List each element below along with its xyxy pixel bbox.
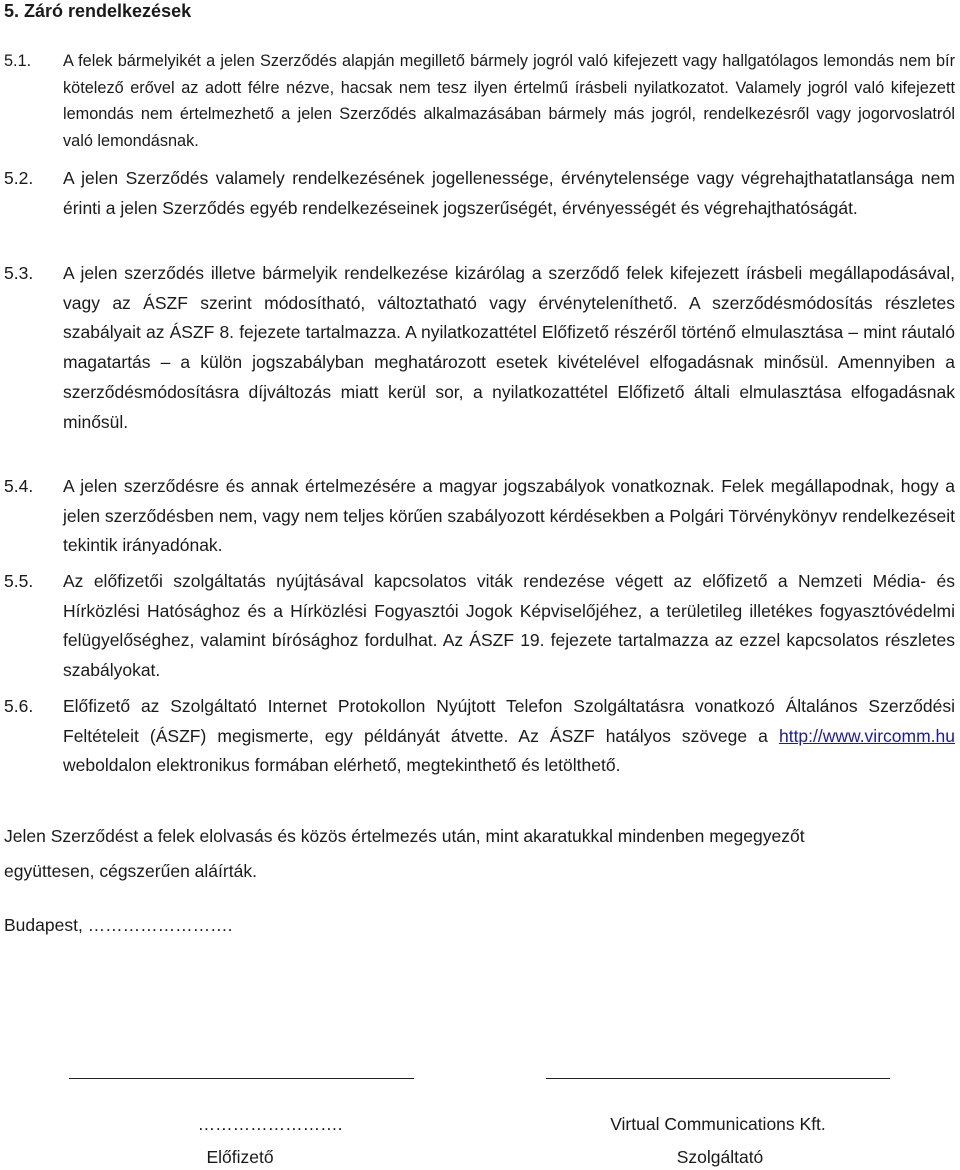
section-heading: 5. Záró rendelkezések bbox=[4, 1, 192, 21]
clause-5-3 bbox=[4, 259, 955, 437]
closing-statement: Jelen Szerződést a felek elolvasás és közös értelmezés után, mint akaratukkal mindenben megegyezőt együttesen, cégszerűen aláírták. bbox=[4, 826, 805, 881]
provider-name: Virtual Communications Kft. bbox=[610, 1114, 826, 1134]
clause-text: A jelen Szerződés valamely rendelkezésének jogellenessége, érvénytelensége vagy végrehajthatatlansága nem érinti a jelen Szerződés egyéb rendelkezéseinek jogszerűségét, érvényességét és végrehajthatóságát. bbox=[63, 168, 955, 218]
clause-text: A jelen szerződés illetve bármelyik rendelkezése kizárólag a szerződő felek kifejezett írásbeli megállapodásával, vagy az ÁSZF szerint módosítható, változtatható vagy érvényteleníthető. A szerződésmódosítás részletes szabályait az ÁSZF 8. fejezete tartalmazza. A nyilatkozattétel Előfizető részéről történő elmulasztása – mint ráutaló magatartás – a külön jogszabályban meghatározott esetek kivételével elfogadásnak minősül. Amennyiben a szerződésmódosításra díjváltozás miatt kerül sor, a nyilatkozattétel Előfizető általi elmulasztása elfogadásnak minősül. bbox=[63, 263, 955, 432]
clause-text: A felek bármelyikét a jelen Szerződés alapján megillető bármely jogról való kifejezett vagy hallgatólagos lemondás nem bír kötelező erővel az adott félre nézve, hacsak nem tesz ilyen értelmű írásbeli nyilatkozatot. Valamely jogról való kifejezett lemondás nem értelmezhető a jelen Szerződés alkalmazásában bármely más jogról, rendelkezésről vagy jogorvoslatról való lemondásnak. bbox=[63, 52, 955, 150]
clause-text bbox=[63, 692, 955, 781]
clause-5-1 bbox=[4, 48, 955, 154]
clause-number: 5.5. bbox=[4, 571, 34, 591]
clause-number: 5.3. bbox=[4, 263, 34, 283]
clause-text: A jelen szerződésre és annak értelmezésére a magyar jogszabályok vonatkoznak. Felek megállapodnak, hogy a jelen szerződésben nem, vagy nem teljes körűen szabályozott kérdésekben a Polgári Törvénykönyv rendelkezéseit tekintik irányadónak. bbox=[63, 476, 955, 556]
clause-text: Az előfizetői szolgáltatás nyújtásával kapcsolatos viták rendezése végett az előfizető a Nemzeti Média- és Hírközlési Hatósághoz és a Hírközlési Fogyasztói Jogok Képviselőjéhez, a területileg illetékes fogyasztóvédelmi felügyelőséghez, valamint bírósághoz fordulhat. Az ÁSZF 19. fejezete tartalmazza az ezzel kapcsolatos részletes szabályokat. bbox=[63, 571, 955, 681]
clause-5-4 bbox=[4, 472, 955, 561]
clause-text-before-link: Előfizető az Szolgáltató Internet Protokollon Nyújtott Telefon Szolgáltatásra vonatkozó Általános Szerződési Feltételeit (ÁSZF) megismerte, egy példányát átvette. Az ÁSZF hatályos szövege a bbox=[63, 696, 955, 746]
subscriber-signature-line bbox=[69, 1078, 414, 1079]
subscriber-name: ……………………. bbox=[197, 1114, 343, 1134]
clause-number: 5.2. bbox=[4, 168, 34, 188]
place-and-date: Budapest, ……………………. bbox=[4, 915, 233, 935]
clause-text-after-link: weboldalon elektronikus formában elérhető, megtekinthető és letölthető. bbox=[63, 755, 621, 776]
clause-5-5 bbox=[4, 567, 955, 686]
clause-number: 5.4. bbox=[4, 476, 34, 496]
provider-signature-line bbox=[546, 1078, 890, 1079]
clause-number: 5.1. bbox=[4, 52, 32, 70]
provider-role: Szolgáltató bbox=[676, 1147, 764, 1167]
vircomm-website-link[interactable]: http://www.vircomm.hu bbox=[778, 725, 955, 746]
clause-5-2 bbox=[4, 164, 955, 223]
clause-number: 5.6. bbox=[4, 696, 34, 716]
subscriber-role: Előfizető bbox=[206, 1147, 274, 1167]
clause-5-6 bbox=[4, 692, 955, 781]
